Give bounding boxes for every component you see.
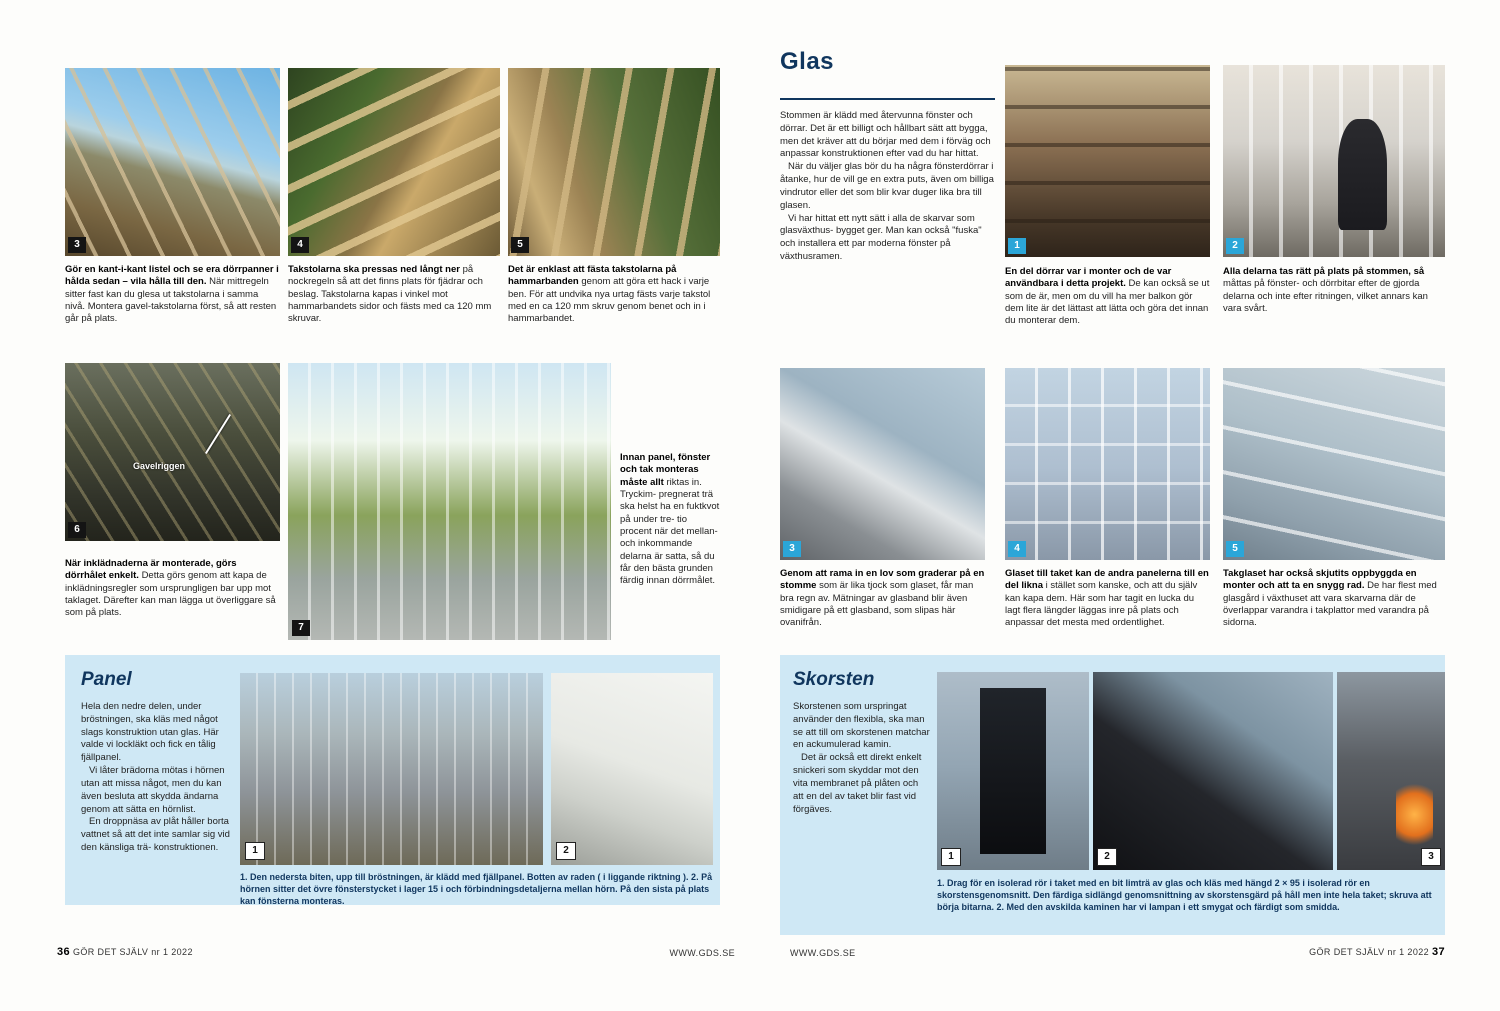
skorsten-photo-badge: 2 (1097, 848, 1117, 866)
step-number-badge: 4 (291, 237, 309, 253)
caption-glas-3 (780, 568, 985, 630)
photo-step-3 (65, 68, 280, 256)
step-number-badge: 3 (783, 541, 801, 557)
panel-caption: 1. Den nedersta biten, upp till bröstningen, är klädd med fjällpanel. Botten av raden ( i liggande riktning ). 2. På hörnen sitter det övre fönsterstycket i lager 15 i och förbindningsdetaljerna mellan hörn. På den sista på plats kan fönsterna monteras. (240, 872, 713, 907)
panel-section (65, 655, 720, 905)
stove-glow (1396, 781, 1433, 848)
caption-body: De har flest med glasgård i växthuset att vara skarvarna där de överlappar varandra i takplattor med varandra på sidorna. (1223, 580, 1437, 629)
caption-glas-4 (1005, 568, 1210, 630)
panel-photo-badge: 1 (245, 842, 265, 860)
heading-rule (780, 98, 995, 100)
caption-step-7 (620, 452, 720, 588)
panel-paragraph: Hela den nedre delen, under bröstningen, ska kläs med något slags konstruktion utan glas. Här valde vi lockläkt och fick en tålig fjällpanel. (81, 701, 219, 764)
panel-text (81, 701, 233, 855)
caption-glas-2 (1223, 266, 1445, 315)
glas-heading: Glas (780, 48, 835, 75)
caption-lead: Alla delarna tas rätt på plats på stommen, så (1223, 266, 1425, 277)
photo-step-5 (508, 68, 720, 256)
arrow-pointer (205, 414, 231, 454)
caption-step-6 (65, 558, 280, 620)
left-page-footer (57, 946, 193, 958)
skorsten-caption: 1. Drag för en isolerad rör i taket med en bit limträ av glas och kläs med hängd 2 × 95 i isolerad rör en skorstensgenomsnitt. Den färdiga sidlängd genomsnittning av skorstensgärd på håll men inte hela taket; skruva att börja bitarna. 2. Med den avskilda kaminen har vi lampan i ett smygat och färdigt som smidda. (937, 878, 1432, 913)
caption-lead: Gör en kant-i-kant listel och se era dörrpanner i hålda sedan – vila hålla till den. (65, 264, 279, 288)
caption-body: i stället som kanske, och att du själv kan kapa dem. Här som har tagit en lucka du lagt flera längder läggas inre på plats och anpassar det mesta med ordentlighet. (1005, 580, 1198, 629)
caption-lead: När inklädnaderna är monterade, görs dörrhålet enkelt. (65, 558, 237, 582)
photo-skorsten-1 (937, 672, 1089, 870)
caption-body: De kan också se ut som de är, men om du vill ha mer balkon gör dem lite är det lättast att lätta och göra det innan du monterar dem. (1005, 278, 1210, 327)
step-number-badge: 5 (1226, 541, 1244, 557)
caption-lead: Takglaset har också skjutits oppbyggda en monter och att ta en snygg rad. (1223, 568, 1417, 592)
gavel-label: Gavelriggen (133, 461, 186, 471)
page-number: 37 (1431, 946, 1445, 958)
skorsten-heading: Skorsten (793, 669, 875, 690)
photo-glas-3 (780, 368, 985, 560)
step-number-badge: 3 (68, 237, 86, 253)
skorsten-section (780, 655, 1445, 935)
skorsten-photo-badge: 3 (1421, 848, 1441, 866)
panel-paragraph: Vi låter brädorna mötas i hörnen utan att missa något, men du kan även besluta att skydda ändarna genom att sätta en hörnlist. (81, 765, 225, 815)
caption-body: Detta görs genom att kapa de inklädningsregler som ursprungligen bar upp mot taklaget. Därefter kan man lägga ut överliggare så som på plats. (65, 570, 276, 619)
caption-body: på nockregeln så att det finns plats för fjädrar och beslag. Takstolarna kapas i vinkel mot hammarbandets sidor och fästs med ca 120 mm skruvar. (288, 264, 492, 325)
caption-body: som är lika tjock som glaset, får man bra regn av. Mätningar av glasband blir även smidigare på ett glasband, som slipas här ovanifrån. (780, 580, 974, 629)
photo-step-6 (65, 363, 280, 541)
step-number-badge: 4 (1008, 541, 1026, 557)
right-page-footer (1245, 946, 1445, 958)
caption-glas-1 (1005, 266, 1210, 328)
caption-lead: Genom att rama in en lov som graderar på en stomme (780, 568, 985, 592)
photo-glas-2 (1223, 65, 1445, 257)
caption-body: När mittregeln sitter fast kan du glesa ut takstolarna i samma nivå. Montera gavel-takstolarna först, så att resten går på plats. (65, 276, 277, 325)
left-site-footer: WWW.GDS.SE (669, 948, 735, 958)
caption-step-3 (65, 264, 280, 326)
skorsten-paragraph: Skorstenen som urspringat använder den flexibla, ska man se att till om skorstenen matchar en ackumulerad kamin. (793, 701, 930, 751)
photo-step-4 (288, 68, 500, 256)
person-silhouette (1338, 119, 1387, 230)
caption-body: genom att göra ett hack i varje ben. För att undvika nya urtag fästs varje takstol med en ca 120 mm skruv genom benet och in i hammarbandet. (508, 276, 711, 325)
photo-panel-1 (240, 673, 543, 865)
photo-glas-1 (1005, 65, 1210, 257)
magazine-name: GÖR DET SJÄLV nr 1 2022 (1309, 947, 1430, 957)
caption-body: riktas in. Tryckim- pregnerat trä ska helst ha en fuktkvot på under tre- tio procent när det mellan- och inkommande delarna är satta, så du får den bästa grunden färdig innan dörrmålet. (620, 476, 720, 587)
caption-step-4 (288, 264, 500, 326)
step-number-badge: 2 (1226, 238, 1244, 254)
photo-glas-5 (1223, 368, 1445, 560)
caption-lead: Glaset till taket kan de andra panelerna till en del likna (1005, 568, 1209, 592)
caption-glas-5 (1223, 568, 1445, 630)
step-number-badge: 7 (292, 620, 310, 636)
skorsten-paragraph: Det är också ett direkt enkelt snickeri som skyddar mot den vita membranet på plåten och att en del av taket blir fast vid förgäves. (793, 752, 922, 815)
caption-body: måttas på fönster- och dörrbitar efter de gjorda delarna och inte efter ritningen, vilket annars kan vara svårt. (1223, 278, 1428, 315)
panel-heading: Panel (81, 669, 132, 690)
glas-paragraph: Vi har hittat ett nytt sätt i alla de skarvar som glasväxthus- bygget ger. Man kan också "fuska" och installera ett par moderna fönster på växthusramen. (780, 212, 982, 262)
glas-paragraph: Stommen är klädd med återvunna fönster och dörrar. Det är ett billigt och hållbart sätt att bygga, men det kräver att du börjar med dem i förväg och anpassar konstruktionen efter vad du har hittat. (780, 110, 991, 160)
step-number-badge: 6 (68, 522, 86, 538)
photo-skorsten-2 (1093, 672, 1333, 870)
page-number: 36 (57, 946, 71, 958)
step-number-badge: 5 (511, 237, 529, 253)
caption-lead: Det är enklast att fästa takstolarna på hammarbanden (508, 264, 677, 288)
glas-intro (780, 110, 995, 264)
photo-skorsten-3 (1337, 672, 1445, 870)
step-number-badge: 1 (1008, 238, 1026, 254)
panel-photo-badge: 2 (556, 842, 576, 860)
caption-lead: En del dörrar var i monter och de var användbara i detta projekt. (1005, 266, 1172, 290)
skorsten-text (793, 701, 931, 816)
caption-lead: Takstolarna ska pressas ned långt ner (288, 264, 460, 275)
right-site-footer: WWW.GDS.SE (790, 948, 856, 958)
photo-glas-4 (1005, 368, 1210, 560)
caption-lead: Innan panel, fönster och tak monteras måste allt (620, 452, 711, 488)
skorsten-photo-badge: 1 (941, 848, 961, 866)
magazine-name: GÖR DET SJÄLV nr 1 2022 (72, 947, 193, 957)
caption-step-5 (508, 264, 720, 326)
photo-step-7 (288, 363, 611, 640)
photo-panel-2 (551, 673, 713, 865)
panel-paragraph: En droppnäsa av plåt håller borta vattnet så att det inte samlar sig vid den känsliga trä- konstruktionen. (81, 816, 230, 853)
glas-paragraph: När du väljer glas bör du ha några fönsterdörrar i åtanke, hur de vill ge en extra puts, även om billiga vindrutor eller det som blir kvar duger lika bra till glasen. (780, 161, 994, 211)
chimney-shape (980, 688, 1047, 854)
